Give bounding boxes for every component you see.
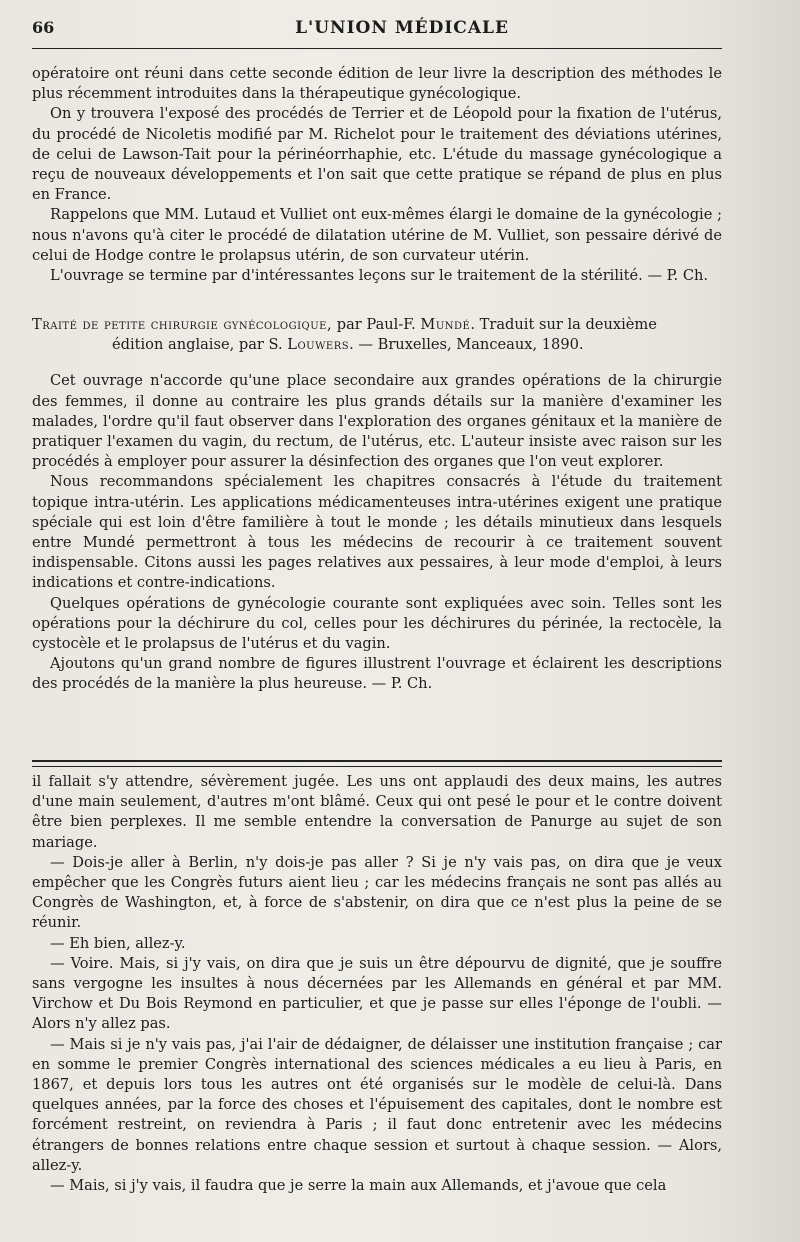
- paragraph: — Voire. Mais, si j'y vais, on dira que je suis un être dépourvu de dignité, que je souffre sans vergogne les insultes à nous décernées par les Allemands en général et par MM. Virchow et Du Bois Reymond en particulier, et que je passe sur elles l'éponge de l'oubli. — Alors n'y allez pas.: [32, 954, 722, 1033]
- paragraph: Nous recommandons spécialement les chapitres consacrés à l'étude du traitement topique intra-utérin. Les applications médicamenteuses intra-utérines exigent une pratique spéciale qui est loin d'être familière à tout le monde ; les détails minutieux dans lesquels entre Mundé permettront à tous les médecins de recourir à ce traitement souvent indispensable. Citons aussi les pages relatives aux pessaires, à leur mode d'emploi, à leurs indications et contre-indications.: [32, 473, 722, 592]
- title-rest: . Traduit sur la deuxième: [470, 316, 657, 333]
- paragraph: — Dois-je aller à Berlin, n'y dois-je pas aller ? Si je n'y vais pas, on dira que je veux empêcher que les Congrès futurs aient lieu ; car les médecins français ne sont pas allés au Congrès de Washington, et, à force de s'abstenir, on dira que ce n'est plus la peine de se réunir.: [32, 853, 722, 932]
- journal-title: L'UNION MÉDICALE: [295, 18, 509, 38]
- review-munde: [32, 315, 722, 695]
- book-title-entry: [32, 315, 722, 355]
- book-title-line-2: [32, 335, 722, 355]
- paragraph: opératoire ont réuni dans cette seconde édition de leur livre la description des méthodes le plus récemment introduites dans la thérapeutique gynécologique.: [32, 65, 722, 103]
- header-rule: [32, 48, 722, 49]
- publisher-text: . — Bruxelles, Manceaux, 1890.: [349, 336, 584, 354]
- section-rule-thick: [32, 760, 722, 762]
- edition-text: édition anglaise, par S.: [112, 336, 288, 354]
- book-title: Traité de petite chirurgie gynécologique,: [32, 316, 333, 333]
- title-by: par Paul-F.: [332, 316, 421, 333]
- paragraph: Ajoutons qu'un grand nombre de figures illustrent l'ouvrage et éclairent les descriptions des procédés de la manière la plus heureuse. — P. Ch.: [32, 655, 722, 693]
- feuilleton-text: [32, 772, 722, 1196]
- review-lutaud-vulliet: [32, 64, 722, 286]
- paragraph: — Mais si je n'y vais pas, j'ai l'air de dédaigner, de délaisser une institution française ; car en somme le premier Congrès international des sciences médicales a eu lieu à Paris, en 1867, et depuis lors tous les autres ont été organisés sur le modèle de celui-là. Dans quelques années, par la force des choses et l'épuisement des capitales, dont le nombre est forcément restreint, on reviendra à Paris ; il faut donc entretenir avec les médecins étrangers de bonnes relations entre chaque session et surtout à chaque session. — Alors, allez-y.: [32, 1035, 722, 1174]
- paragraph: Cet ouvrage n'accorde qu'une place secondaire aux grandes opérations de la chirurgie des femmes, il donne au contraire les plus grands détails sur la manière d'examiner les malades, l'ordre qu'il faut observer dans l'exploration des organes génitaux et la manière de pratiquer l'examen du vagin, du rectum, de l'utérus, etc. L'auteur insiste avec raison sur les procédés à employer pour assurer la désinfection des organes que l'on veut explorer.: [32, 372, 722, 471]
- paragraph: L'ouvrage se termine par d'intéressantes leçons sur le traitement de la stérilité. — P. Ch.: [50, 267, 709, 285]
- paragraph: — Eh bien, allez-y.: [50, 934, 186, 952]
- paragraph: — Mais, si j'y vais, il faudra que je serre la main aux Allemands, et j'avoue que cela: [50, 1177, 667, 1195]
- section-rule-thin: [32, 766, 722, 767]
- running-header: [32, 18, 722, 38]
- book-title-line-1: [32, 315, 722, 335]
- translator-name: Louwers: [287, 336, 350, 354]
- paragraph: il fallait s'y attendre, sévèrement jugée. Les uns ont applaudi des deux mains, les autres d'une main seulement, d'autres m'ont blâmé. Ceux qui ont pesé le pour et le contre doivent être bien perplexes. Il me semble entendre la conversation de Panurge au sujet de son mariage.: [32, 773, 722, 851]
- page-number: 66: [32, 18, 55, 37]
- paragraph: Quelques opérations de gynécologie courante sont expliquées avec soin. Telles sont les opérations pour la déchirure du col, celles pour les déchirures du périnée, la rectocèle, la cystocèle et le prolapsus de l'utérus et du vagin.: [32, 594, 722, 653]
- author-name: Mundé: [420, 316, 471, 333]
- paragraph: Rappelons que MM. Lutaud et Vulliet ont eux-mêmes élargi le domaine de la gynécologie ; nous n'avons qu'à citer le procédé de dilatation utérine de M. Vulliet, son pessaire dérivé de celui de Hodge contre le prolapsus utérin, de son curvateur utérin.: [32, 206, 722, 264]
- paragraph: On y trouvera l'exposé des procédés de Terrier et de Léopold pour la fixation de l'utérus, du procédé de Nicoletis modifié par M. Richelot pour le traitement des déviations utérines, de celui de Lawson-Tait pour la périnéorrhaphie, etc. L'étude du massage gynécologique a reçu de nouveaux développements et l'on sait que cette pratique se répand de plus en plus en France.: [32, 105, 722, 204]
